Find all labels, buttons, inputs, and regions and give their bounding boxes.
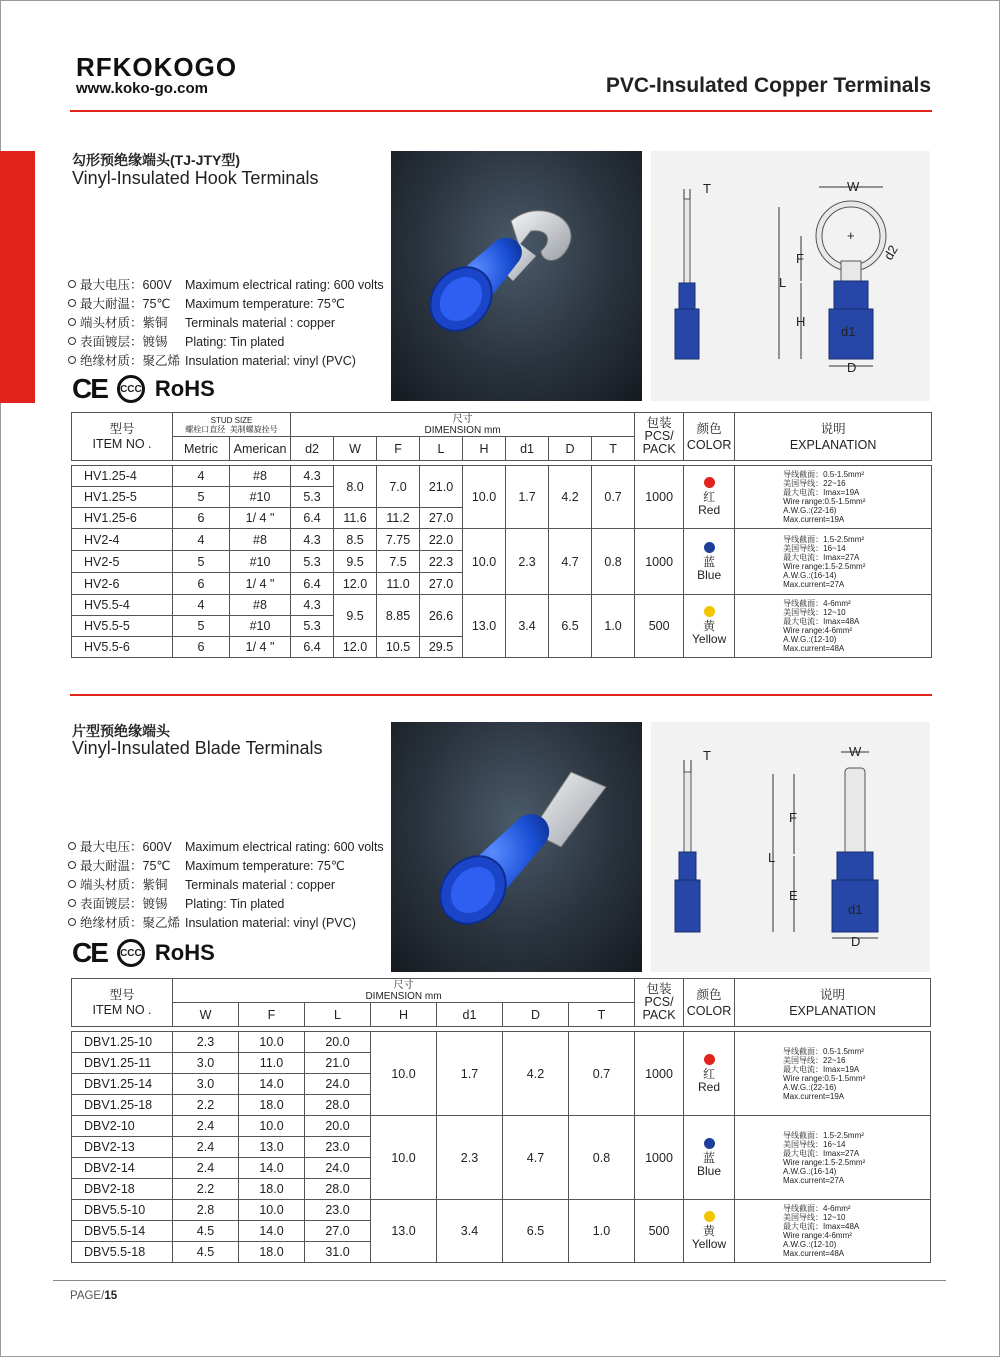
side-accent-bar [0, 151, 35, 403]
header-col: T [569, 1003, 635, 1027]
header-item-no: 型号 ITEM NO . [72, 413, 173, 461]
blade-terminal-photo [391, 722, 642, 972]
ccc-mark: CCC [117, 375, 145, 403]
section1-spec-list [68, 276, 384, 371]
color-yellow: 黄 Yellow [684, 595, 735, 658]
color-blue: 蓝 Blue [684, 1116, 735, 1200]
spec-item: 表面镀层：镀锡 Plating: Tin plated [68, 895, 384, 914]
header-color: 颜色 COLOR [684, 979, 735, 1027]
header-col: d1 [506, 437, 549, 461]
section2-certifications [72, 938, 215, 968]
header-col: L [305, 1003, 371, 1027]
section2-title-zh: 片型预绝缘端头 [72, 723, 170, 739]
diagram2-e-label: E [789, 888, 798, 903]
table-row: HV1.25-4 4 #8 4.3 8.0 7.0 21.0 10.0 1.7 4.2 0.7 1000 红 Red 导线截面：0.5-1.5mm² 美国导线：22~16 最大电流：Imax=19A Wire range:0.5-1.5mm² A.W.G.:(22-16) Max.current=19A [72, 466, 932, 487]
section-divider [70, 694, 932, 696]
explanation-cell: 导线截面：4-6mm² 美国导线：12~10 最大电流：Imax=48A Wire range:4-6mm² A.W.G.:(12-10) Max.current=48A [735, 1200, 931, 1263]
diagram2-d-label: D [851, 934, 861, 949]
section1-certifications [72, 374, 215, 404]
spec-item: 绝缘材质：聚乙烯 Insulation material: vinyl (PVC) [68, 914, 384, 933]
section2-title-en: Vinyl-Insulated Blade Terminals [72, 738, 323, 758]
header-stud-size: STUD SIZE 螺栓口直径 美制螺旋拴号 [173, 413, 291, 437]
table-row: DBV1.25-11 3.0 11.0 21.0 [72, 1053, 931, 1074]
spec-item: 绝缘材质：聚乙烯 Insulation material: vinyl (PVC) [68, 352, 384, 371]
header-divider [70, 110, 932, 112]
header-explanation: 说明 EXPLANATION [735, 413, 932, 461]
spec-item: 最大耐温：75℃ Maximum temperature: 75℃ [68, 857, 384, 876]
header-col: H [371, 1003, 437, 1027]
explanation-cell: 导线截面：1.5-2.5mm² 美国导线：16~14 最大电流：Imax=27A Wire range:1.5-2.5mm² A.W.G.:(16-14) Max.current=27A [735, 529, 932, 595]
header-item-no: 型号 ITEM NO . [72, 979, 173, 1027]
color-red: 红 Red [684, 466, 735, 529]
section2-spec-list [68, 838, 384, 933]
explanation-cell: 导线截面：4-6mm² 美国导线：12~10 最大电流：Imax=48A Wire range:4-6mm² A.W.G.:(12-10) Max.current=48A [735, 595, 932, 658]
header-metric: Metric [173, 437, 230, 461]
header-col: d1 [437, 1003, 503, 1027]
table-row: DBV1.25-18 2.2 18.0 28.0 [72, 1095, 931, 1116]
rohs-mark: RoHS [154, 376, 215, 401]
table-row: DBV2-10 2.4 10.0 20.0 10.0 2.3 4.7 0.8 1000 蓝 Blue 导线截面：1.5-2.5mm² 美国导线：16~14 最大电流：Imax=27A Wire range:1.5-2.5mm² A.W.G.:(16-14) Max.current=27A [72, 1116, 931, 1137]
diagram1-t-label: T [703, 181, 711, 196]
ce-mark: CE [72, 937, 107, 968]
header-col: T [592, 437, 635, 461]
table-row: HV2-4 4 #8 4.3 8.5 7.75 22.0 10.0 2.3 4.7 0.8 1000 蓝 Blue 导线截面：1.5-2.5mm² 美国导线：16~14 最大电流：Imax=27A Wire range:1.5-2.5mm² A.W.G.:(16-14) Max.current=27A [72, 529, 932, 551]
diagram2-d1-label: d1 [848, 902, 863, 917]
ce-mark: CE [72, 373, 107, 404]
diagram2-f-label: F [789, 810, 797, 825]
header-american: American [230, 437, 291, 461]
explanation-cell: 导线截面：1.5-2.5mm² 美国导线：16~14 最大电流：Imax=27A Wire range:1.5-2.5mm² A.W.G.:(16-14) Max.current=27A [735, 1116, 931, 1200]
hook-terminal-diagram [651, 151, 930, 401]
diagram1-d-label: D [847, 360, 857, 375]
diagram1-l-label: L [779, 275, 787, 290]
table-row: HV1.25-6 6 1/ 4 " 6.4 11.6 11.2 27.0 [72, 508, 932, 529]
diagram1-d1-label: d1 [841, 324, 856, 339]
table-row: HV5.5-5 5 #10 5.3 [72, 616, 932, 637]
spec-item: 端头材质：紫铜 Terminals material : copper [68, 876, 384, 895]
header-pack: 包装 PCS/ PACK [635, 979, 684, 1027]
rohs-mark: RoHS [154, 940, 215, 965]
diagram2-w-label: W [849, 744, 862, 759]
diagram1-d2-label: d2 [880, 242, 901, 263]
table-row: HV1.25-5 5 #10 5.3 [72, 487, 932, 508]
color-blue: 蓝 Blue [684, 529, 735, 595]
section1-title-zh: 勾形预绝缘端头(TJ-JTY型) [72, 152, 240, 168]
header-col: D [503, 1003, 569, 1027]
spec-item: 表面镀层：镀锡 Plating: Tin plated [68, 333, 384, 352]
header-color: 颜色 COLOR [684, 413, 735, 461]
brand-logo: RFKOKOGO [76, 52, 238, 82]
color-yellow: 黄 Yellow [684, 1200, 735, 1263]
explanation-cell: 导线截面：0.5-1.5mm² 美国导线：22~16 最大电流：Imax=19A Wire range:0.5-1.5mm² A.W.G.:(22-16) Max.current=19A [735, 1032, 931, 1116]
header-dimension: 尺寸 DIMENSION mm [173, 979, 635, 1003]
header-col: d2 [291, 437, 334, 461]
table-row: HV5.5-4 4 #8 4.3 9.5 8.85 26.6 13.0 3.4 6.5 1.0 500 黄 Yellow 导线截面：4-6mm² 美国导线：12~10 最大电流：Imax=48A Wire range:4-6mm² A.W.G.:(12-10) Max.current=48A [72, 595, 932, 616]
header-dimension: 尺寸 DIMENSION mm [291, 413, 635, 437]
ccc-mark: CCC [117, 939, 145, 967]
color-red: 红 Red [684, 1032, 735, 1116]
table-row: DBV1.25-14 3.0 14.0 24.0 [72, 1074, 931, 1095]
table-row: DBV1.25-10 2.3 10.0 20.0 10.0 1.7 4.2 0.7 1000 红 Red 导线截面：0.5-1.5mm² 美国导线：22~16 最大电流：Imax=19A Wire range:0.5-1.5mm² A.W.G.:(22-16) Max.current=19A [72, 1032, 931, 1053]
explanation-cell: 导线截面：0.5-1.5mm² 美国导线：22~16 最大电流：Imax=19A Wire range:0.5-1.5mm² A.W.G.:(22-16) Max.current=19A [735, 466, 932, 529]
svg-text:+: + [847, 228, 855, 243]
page-number: PAGE/15 [70, 1290, 118, 1302]
header-col: W [334, 437, 377, 461]
table-row: DBV2-14 2.4 14.0 24.0 [72, 1158, 931, 1179]
table-row: HV2-6 6 1/ 4 " 6.4 12.0 11.0 27.0 [72, 573, 932, 595]
section1-title-en: Vinyl-Insulated Hook Terminals [72, 168, 319, 188]
spec-item: 最大电压：600V Maximum electrical rating: 600 volts [68, 838, 384, 857]
footer-divider [53, 1280, 946, 1281]
website-url: www.koko-go.com [76, 80, 208, 97]
diagram1-h-label: H [796, 314, 806, 329]
header-col: F [377, 437, 420, 461]
header-explanation: 说明 EXPLANATION [735, 979, 931, 1027]
diagram1-w-label: W [847, 179, 860, 194]
spec-item: 最大耐温：75℃ Maximum temperature: 75℃ [68, 295, 384, 314]
blade-terminal-table [71, 978, 931, 1263]
header-col: L [420, 437, 463, 461]
table-row: DBV5.5-10 2.8 10.0 23.0 13.0 3.4 6.5 1.0 500 黄 Yellow 导线截面：4-6mm² 美国导线：12~10 最大电流：Imax=48A Wire range:4-6mm² A.W.G.:(12-10) Max.current=48A [72, 1200, 931, 1221]
diagram1-f-label: F [796, 251, 804, 266]
table-row: HV2-5 5 #10 5.3 9.5 7.5 22.3 [72, 551, 932, 573]
table-row: DBV2-18 2.2 18.0 28.0 [72, 1179, 931, 1200]
hook-terminal-photo [391, 151, 642, 401]
table-row: HV5.5-6 6 1/ 4 " 6.4 12.0 10.5 29.5 [72, 637, 932, 658]
header-col: F [239, 1003, 305, 1027]
table-row: DBV5.5-18 4.5 18.0 31.0 [72, 1242, 931, 1263]
page-title: PVC-Insulated Copper Terminals [605, 74, 931, 97]
hook-terminal-table [71, 412, 932, 658]
spec-item: 端头材质：紫铜 Terminals material : copper [68, 314, 384, 333]
table-row: DBV5.5-14 4.5 14.0 27.0 [72, 1221, 931, 1242]
blade-terminal-diagram [651, 722, 930, 972]
diagram2-t-label: T [703, 748, 711, 763]
table-row: DBV2-13 2.4 13.0 23.0 [72, 1137, 931, 1158]
header-col: W [173, 1003, 239, 1027]
spec-item: 最大电压：600V Maximum electrical rating: 600 volts [68, 276, 384, 295]
diagram2-l-label: L [768, 850, 776, 865]
header-col: H [463, 437, 506, 461]
header-col: D [549, 437, 592, 461]
header-pack: 包装 PCS/ PACK [635, 413, 684, 461]
